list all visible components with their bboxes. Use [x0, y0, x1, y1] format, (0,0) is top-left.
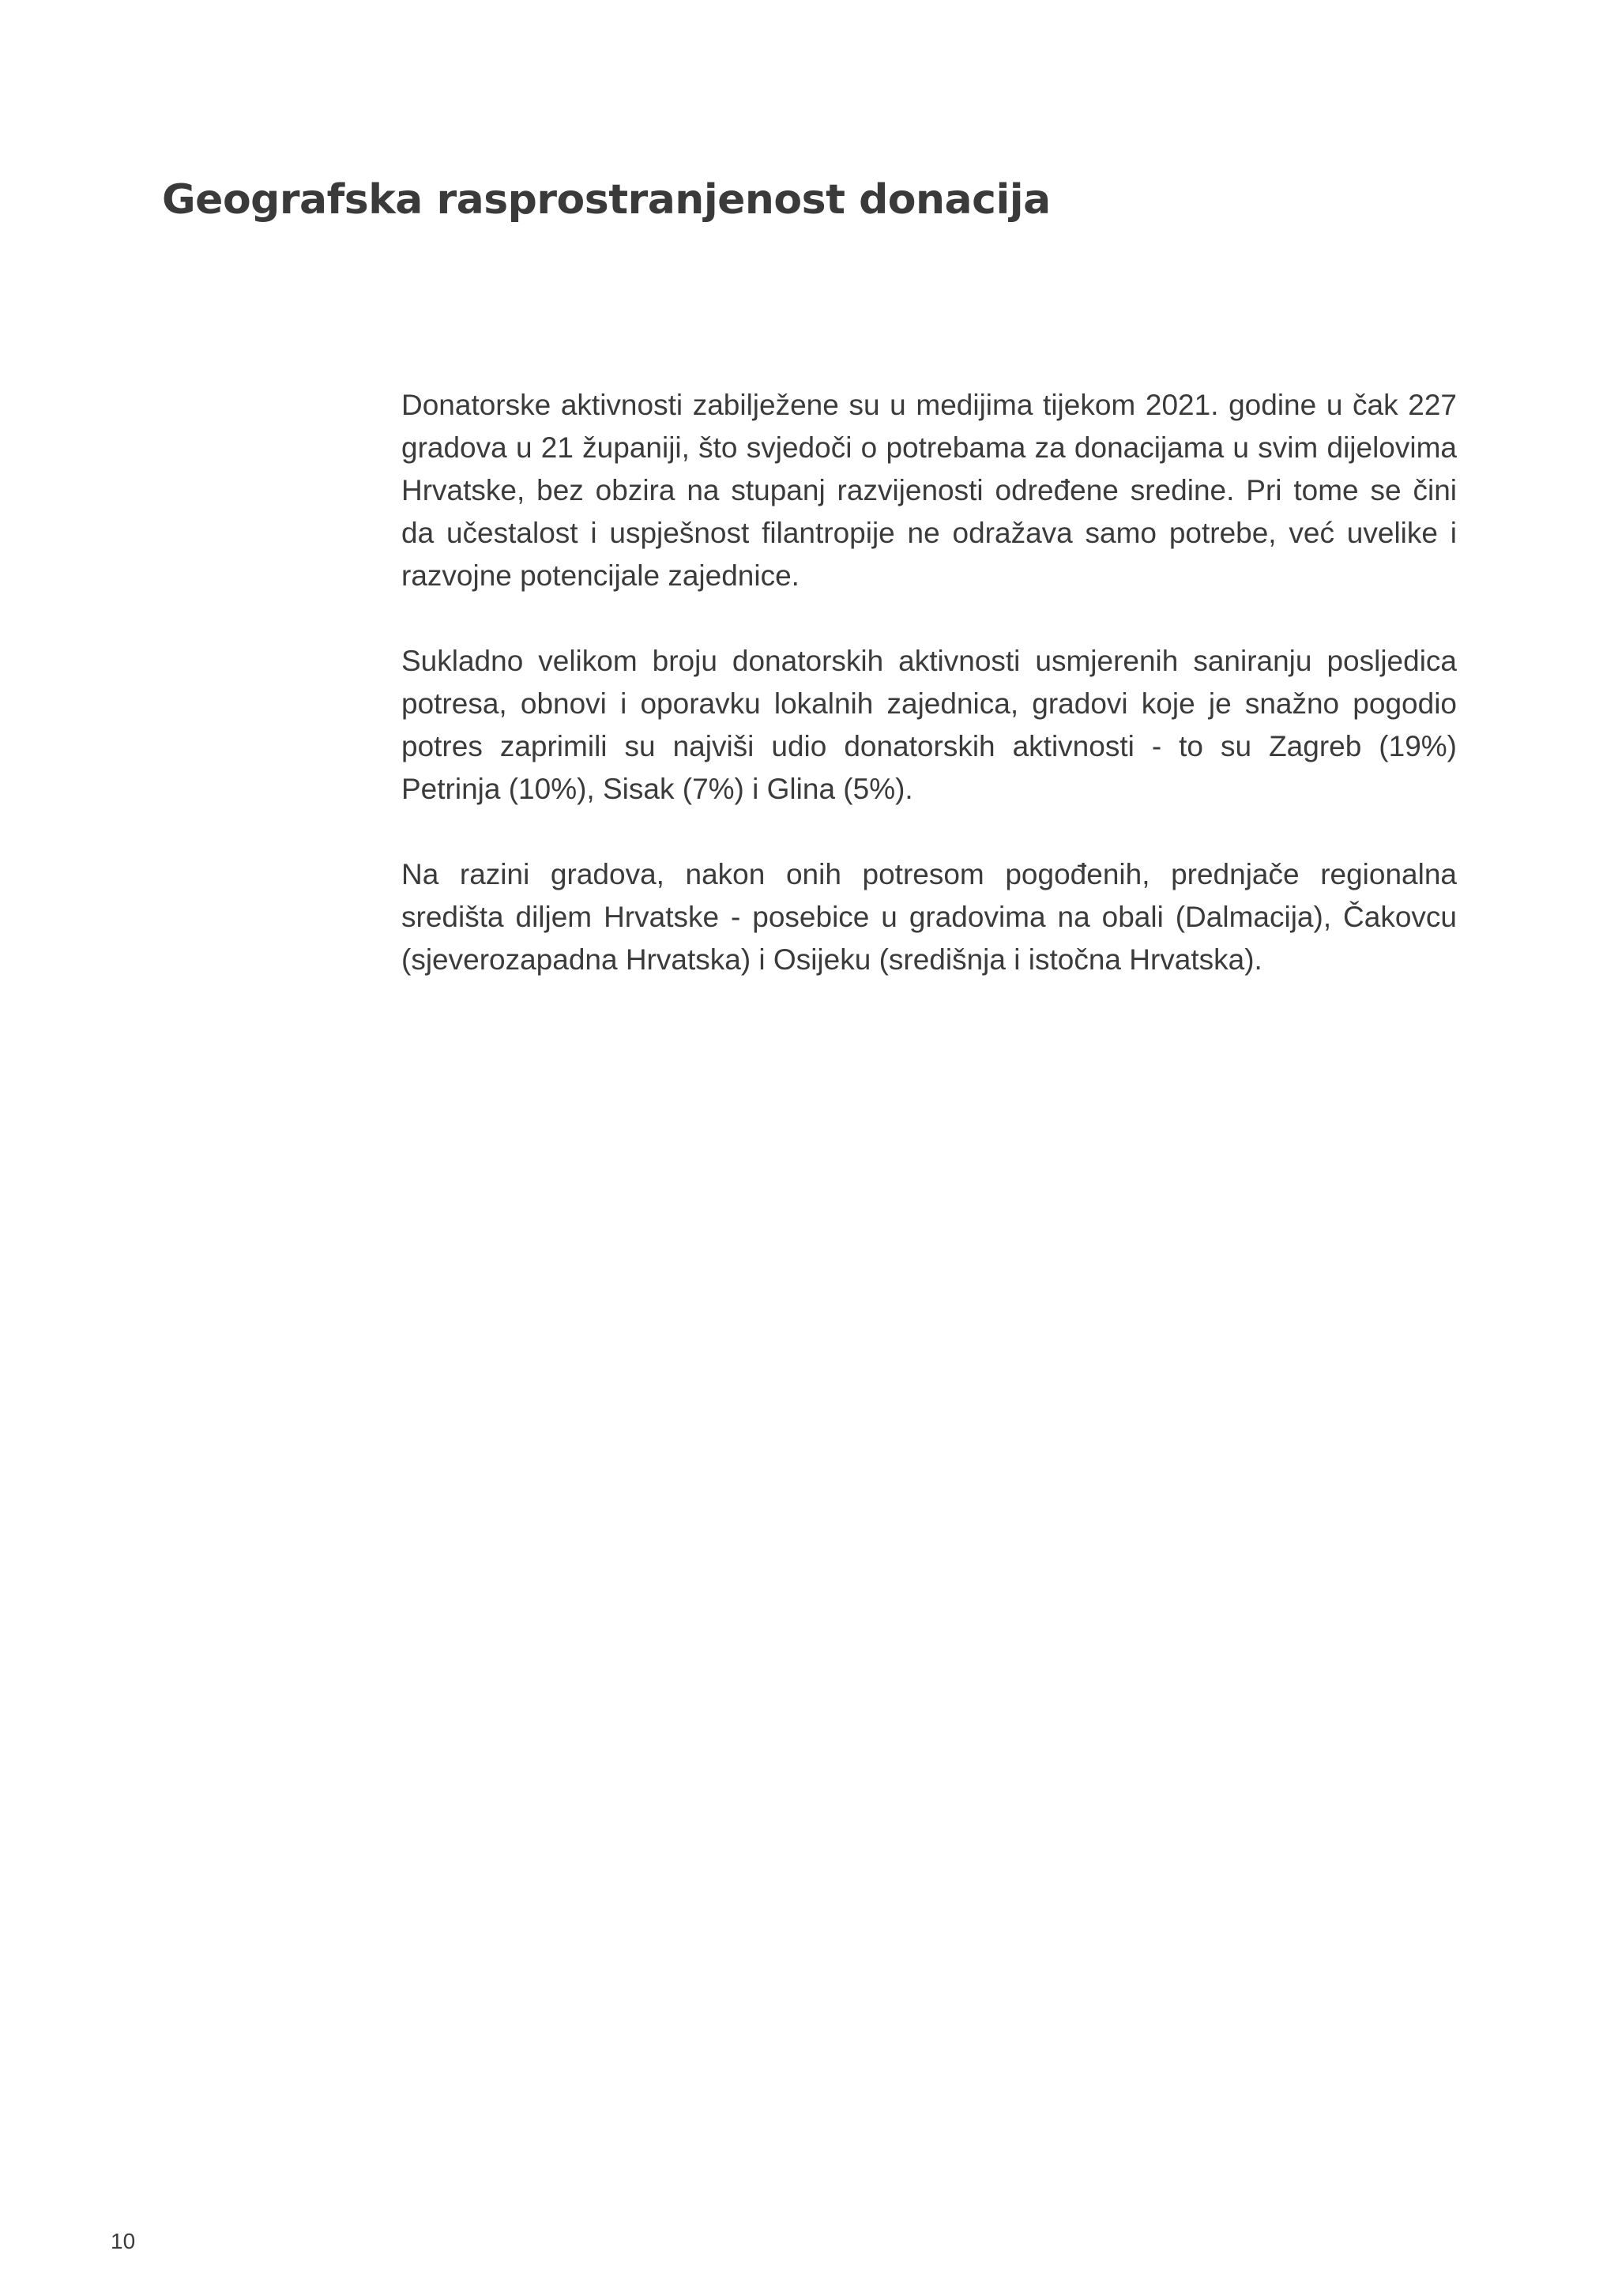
paragraph-2: Sukladno velikom broju donatorskih aktivnosti usmjerenih saniranju posljedica potresa, obnovi i oporavku lokalnih zajednica, gradovi koje je snažno pogodio potres zaprimili su najviši udio donatorskih aktivnosti - to su Zagreb (19%) Petrinja (10%), Sisak (7%) i Glina (5%). — [401, 645, 1457, 805]
body-text — [401, 384, 1457, 1024]
paragraph-3: Na razini gradova, nakon onih potresom pogođenih, prednjače regionalna središta diljem Hrvatske - posebice u gradovima na obali (Dalmacija), Čakovcu (sjeverozapadna Hrvatska) i Osijeku (središnja i istočna Hrvatska). — [401, 858, 1457, 976]
paragraph-1: Donatorske aktivnosti zabilježene su u medijima tijekom 2021. godine u čak 227 gradova u 21 županiji, što svjedoči o potrebama za donacijama u svim dijelovima Hrvatske, bez obzira na stupanj razvijenosti određene sredine. Pri tome se čini da učestalost i uspješnost filantropije ne odražava samo potrebe, već uvelike i razvojne potencijale zajednice. — [401, 389, 1457, 592]
page-number: 10 — [111, 2229, 136, 2253]
page-title: Geografska rasprostranjenost donacija — [162, 176, 1051, 224]
